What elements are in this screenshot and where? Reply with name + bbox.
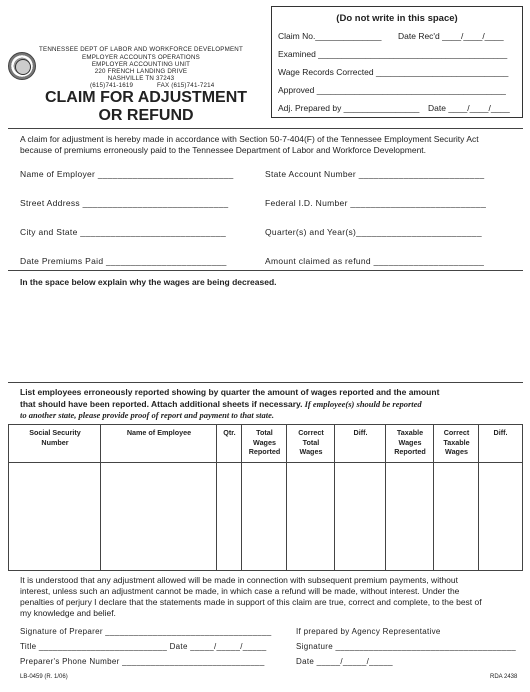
date-premiums-paid-field[interactable]: Date Premiums Paid ________________________	[20, 256, 227, 266]
understood-line2: interest, unless such an adjustment cannot be made, in which case a refund will be made, without interest. Under the	[20, 586, 460, 596]
header-taxable-wages: Taxable Wages Reported	[394, 428, 426, 456]
header-total-wages: Total Wages Reported	[248, 428, 281, 456]
agency-division: EMPLOYER ACCOUNTS OPERATIONS	[82, 54, 200, 61]
agency-fax: FAX (615)741-7214	[157, 82, 215, 89]
federal-id-field[interactable]: Federal I.D. Number ___________________________	[265, 198, 487, 208]
explain-label: In the space below explain why the wages are being decreased.	[20, 277, 277, 287]
agency-unit: EMPLOYER ACCOUNTING UNIT	[91, 61, 191, 68]
employees-instructions-italic: If employee(s) should be reported	[302, 399, 422, 409]
intro-line1: A claim for adjustment is hereby made in accordance with Section 50-7-404(F) of the Tennessee Employment Security Act	[20, 134, 479, 144]
state-account-number-field[interactable]: State Account Number _________________________	[265, 169, 485, 179]
preparer-phone-field[interactable]: Preparer's Phone Number ______________________________	[20, 657, 265, 666]
header-correct-taxable: Correct Taxable Wages	[443, 428, 470, 456]
employees-instructions-line1: List employees erroneously reported showing by quarter the amount of wages reported and the amount	[20, 387, 440, 397]
table-header-divider	[9, 462, 522, 463]
explanation-area[interactable]	[20, 290, 520, 380]
office-use-header: (Do not write in this space)	[336, 13, 458, 24]
form-number: LB-0459 (R. 1/06)	[20, 674, 68, 680]
wage-records-corrected-field[interactable]: Wage Records Corrected ____________________________	[278, 67, 509, 77]
adj-prepared-by-field[interactable]: Adj. Prepared by ________________	[278, 103, 420, 113]
agency-phone: (615)741-1619	[90, 82, 134, 89]
office-use-box	[271, 6, 523, 118]
agency-rep-label: If prepared by Agency Representative	[296, 627, 441, 636]
agency-name: TENNESSEE DEPT OF LABOR AND WORKFORCE DEVELOPMENT	[39, 46, 243, 53]
header-name: Name of Employee	[126, 428, 192, 437]
intro-line2: because of premiums erroneously paid to the Tennessee Department of Labor and Workforce Development.	[20, 145, 427, 155]
employees-instructions-line3: to another state, please provide proof of report and payment to that state.	[20, 410, 275, 420]
agency-street: 220 FRENCH LANDING DRIVE	[94, 68, 188, 75]
understood-line1: It is understood that any adjustment allowed will be made in connection with subsequent premium payments, without	[20, 575, 458, 585]
claim-no-field[interactable]: Claim No.______________	[278, 31, 382, 41]
preparer-title-date-field[interactable]: Title ___________________________ Date _____/_____/_____	[20, 642, 267, 651]
amount-claimed-field[interactable]: Amount claimed as refund ______________________	[265, 256, 485, 266]
employees-instructions-bold: that should have been reported. Attach additional sheets if necessary.	[20, 399, 303, 409]
adj-date-field[interactable]: Date ____/____/____	[428, 103, 510, 113]
col-diff1	[335, 425, 386, 570]
preparer-signature-field[interactable]: Signature of Preparer ___________________________________	[20, 627, 272, 636]
rda-number: RDA 2438	[490, 674, 518, 680]
examined-field[interactable]: Examined ________________________________________	[278, 49, 508, 59]
agency-rep-signature-field[interactable]: Signature ______________________________________	[296, 642, 516, 651]
quarters-years-field[interactable]: Quarter(s) and Year(s)_________________________	[265, 227, 482, 237]
col-name	[101, 425, 217, 570]
approved-field[interactable]: Approved ________________________________________	[278, 85, 506, 95]
header-correct-total: Correct Total Wages	[298, 428, 324, 456]
agency-city: NASHVILLE TN 37243	[107, 75, 175, 82]
agency-rep-date-field[interactable]: Date _____/_____/_____	[296, 657, 393, 666]
header-diff1: Diff.	[353, 428, 368, 437]
form-title-line1: CLAIM FOR ADJUSTMENT	[44, 89, 248, 106]
understood-line4: my knowledge and belief.	[20, 608, 116, 618]
col-qtr	[217, 425, 242, 570]
header-qtr: Qtr.	[223, 428, 236, 437]
employee-table	[8, 424, 523, 571]
header-ssn: Social Security Number	[29, 428, 81, 447]
employees-instructions-line2	[20, 399, 520, 410]
date-recd-field[interactable]: Date Rec'd ____/____/____	[398, 31, 504, 41]
divider	[8, 382, 523, 383]
divider	[8, 270, 523, 271]
street-address-field[interactable]: Street Address _____________________________	[20, 198, 229, 208]
employer-name-field[interactable]: Name of Employer ___________________________	[20, 169, 234, 179]
header-diff2: Diff.	[493, 428, 508, 437]
city-state-field[interactable]: City and State _____________________________	[20, 227, 227, 237]
form-title-line2: OR REFUND	[98, 107, 194, 124]
divider	[8, 128, 523, 129]
understood-line3: penalties of perjury I declare that the statements made in support of this claim are true, correct and complete, to the best of	[20, 597, 482, 607]
